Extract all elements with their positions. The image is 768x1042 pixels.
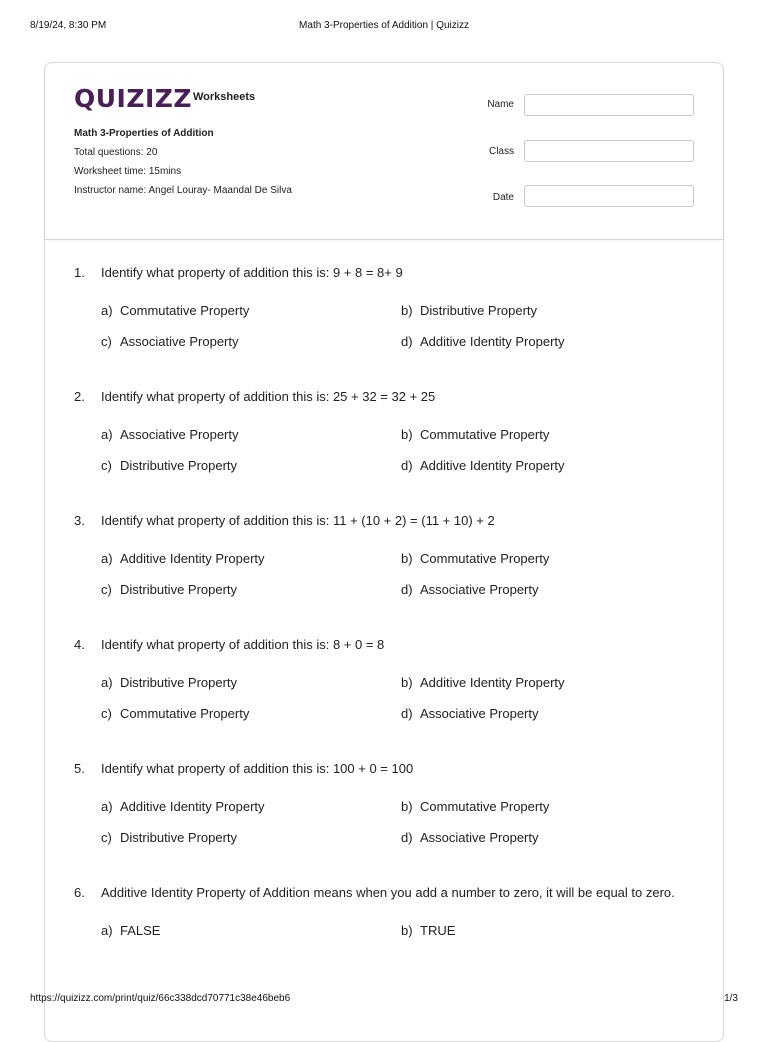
question-number: 6. xyxy=(74,885,85,900)
print-datetime: 8/19/24, 8:30 PM xyxy=(30,20,107,31)
answer-option xyxy=(401,427,549,442)
question-number: 1. xyxy=(74,265,85,280)
option-text: Distributive Property xyxy=(120,830,238,845)
worksheet-meta xyxy=(74,127,294,203)
question-text: Identify what property of addition this is: 100 + 0 = 100 xyxy=(101,761,414,776)
option-text: Commutative Property xyxy=(120,303,250,318)
answer-option xyxy=(401,830,539,845)
question-number: 3. xyxy=(74,513,85,528)
option-letter: a) xyxy=(101,923,113,938)
worksheet-title: Math 3-Properties of Addition xyxy=(74,128,214,139)
question-text: Additive Identity Property of Addition means when you add a number to zero, it will be equal to zero. xyxy=(101,885,675,900)
option-letter: a) xyxy=(101,303,113,318)
answer-option xyxy=(401,582,539,597)
option-text: Commutative Property xyxy=(420,427,550,442)
option-text: Additive Identity Property xyxy=(120,799,265,814)
option-text: Distributive Property xyxy=(120,675,238,690)
option-letter: d) xyxy=(401,830,413,845)
answer-option xyxy=(101,334,239,349)
answer-option xyxy=(101,551,265,566)
instructor-name: Instructor name: Angel Louray- Maandal De Silva xyxy=(74,185,292,196)
answer-option xyxy=(101,303,249,318)
option-text: Distributive Property xyxy=(120,458,238,473)
answer-option xyxy=(101,582,237,597)
option-letter: d) xyxy=(401,582,413,597)
class-field[interactable] xyxy=(524,140,694,162)
question-item xyxy=(45,885,723,995)
option-letter: d) xyxy=(401,334,413,349)
option-text: Associative Property xyxy=(420,582,539,597)
option-letter: b) xyxy=(401,303,413,318)
option-letter: b) xyxy=(401,923,413,938)
print-url: https://quizizz.com/print/quiz/66c338dcd70771c38e46beb6 xyxy=(30,993,291,1004)
quizizz-logo xyxy=(74,84,256,113)
option-letter: c) xyxy=(101,582,112,597)
option-text: Additive Identity Property xyxy=(120,551,265,566)
option-text: Associative Property xyxy=(120,334,239,349)
answer-option xyxy=(401,458,565,473)
option-text: Commutative Property xyxy=(420,551,550,566)
option-text: Additive Identity Property xyxy=(420,334,565,349)
option-text: Distributive Property xyxy=(120,582,238,597)
question-item xyxy=(45,513,723,623)
print-footer xyxy=(30,993,738,1007)
answer-option xyxy=(401,334,565,349)
date-label: Date xyxy=(492,192,514,203)
worksheet-header xyxy=(45,63,723,240)
option-letter: a) xyxy=(101,799,113,814)
question-item xyxy=(45,389,723,499)
option-letter: a) xyxy=(101,551,113,566)
answer-option xyxy=(101,706,249,721)
answer-option xyxy=(101,675,237,690)
question-item xyxy=(45,761,723,871)
question-text: Identify what property of addition this is: 25 + 32 = 32 + 25 xyxy=(101,389,436,404)
question-text: Identify what property of addition this is: 8 + 0 = 8 xyxy=(101,637,385,652)
total-questions: Total questions: 20 xyxy=(74,147,158,158)
option-letter: a) xyxy=(101,675,113,690)
option-letter: b) xyxy=(401,675,413,690)
option-text: Commutative Property xyxy=(420,799,550,814)
question-item xyxy=(45,637,723,747)
answer-option xyxy=(101,923,160,938)
question-text: Identify what property of addition this is: 11 + (10 + 2) = (11 + 10) + 2 xyxy=(101,513,495,528)
answer-option xyxy=(401,675,565,690)
question-number: 5. xyxy=(74,761,85,776)
option-letter: b) xyxy=(401,551,413,566)
answer-option xyxy=(101,458,237,473)
answer-option xyxy=(401,551,549,566)
option-letter: c) xyxy=(101,830,112,845)
option-letter: b) xyxy=(401,799,413,814)
question-item xyxy=(45,265,723,375)
worksheet-time: Worksheet time: 15mins xyxy=(74,166,182,177)
option-text: Commutative Property xyxy=(120,706,250,721)
answer-option xyxy=(101,799,265,814)
option-text: Distributive Property xyxy=(420,303,538,318)
option-letter: a) xyxy=(101,427,113,442)
answer-option xyxy=(401,706,539,721)
answer-option xyxy=(401,923,455,938)
class-label: Class xyxy=(488,146,514,157)
name-label: Name xyxy=(487,99,514,110)
option-text: Associative Property xyxy=(420,830,539,845)
option-text: Associative Property xyxy=(420,706,539,721)
option-text: Additive Identity Property xyxy=(420,675,565,690)
print-doc-title: Math 3-Properties of Addition | Quizizz xyxy=(299,20,469,31)
answer-option xyxy=(101,830,237,845)
question-number: 2. xyxy=(74,389,85,404)
worksheet-card xyxy=(44,62,724,1042)
option-text: TRUE xyxy=(420,923,456,938)
option-letter: c) xyxy=(101,458,112,473)
logo-wordmark: QUIZIZZ xyxy=(74,84,193,113)
option-letter: c) xyxy=(101,334,112,349)
option-letter: d) xyxy=(401,458,413,473)
question-number: 4. xyxy=(74,637,85,652)
answer-option xyxy=(401,303,537,318)
option-letter: b) xyxy=(401,427,413,442)
answer-option xyxy=(401,799,549,814)
name-field[interactable] xyxy=(524,94,694,116)
option-text: Associative Property xyxy=(120,427,239,442)
print-header xyxy=(30,20,738,34)
question-text: Identify what property of addition this is: 9 + 8 = 8+ 9 xyxy=(101,265,403,280)
option-text: FALSE xyxy=(120,923,161,938)
option-letter: c) xyxy=(101,706,112,721)
date-field[interactable] xyxy=(524,185,694,207)
logo-subtitle: Worksheets xyxy=(193,91,256,103)
option-text: Additive Identity Property xyxy=(420,458,565,473)
page-number: 1/3 xyxy=(724,993,738,1004)
option-letter: d) xyxy=(401,706,413,721)
answer-option xyxy=(101,427,239,442)
